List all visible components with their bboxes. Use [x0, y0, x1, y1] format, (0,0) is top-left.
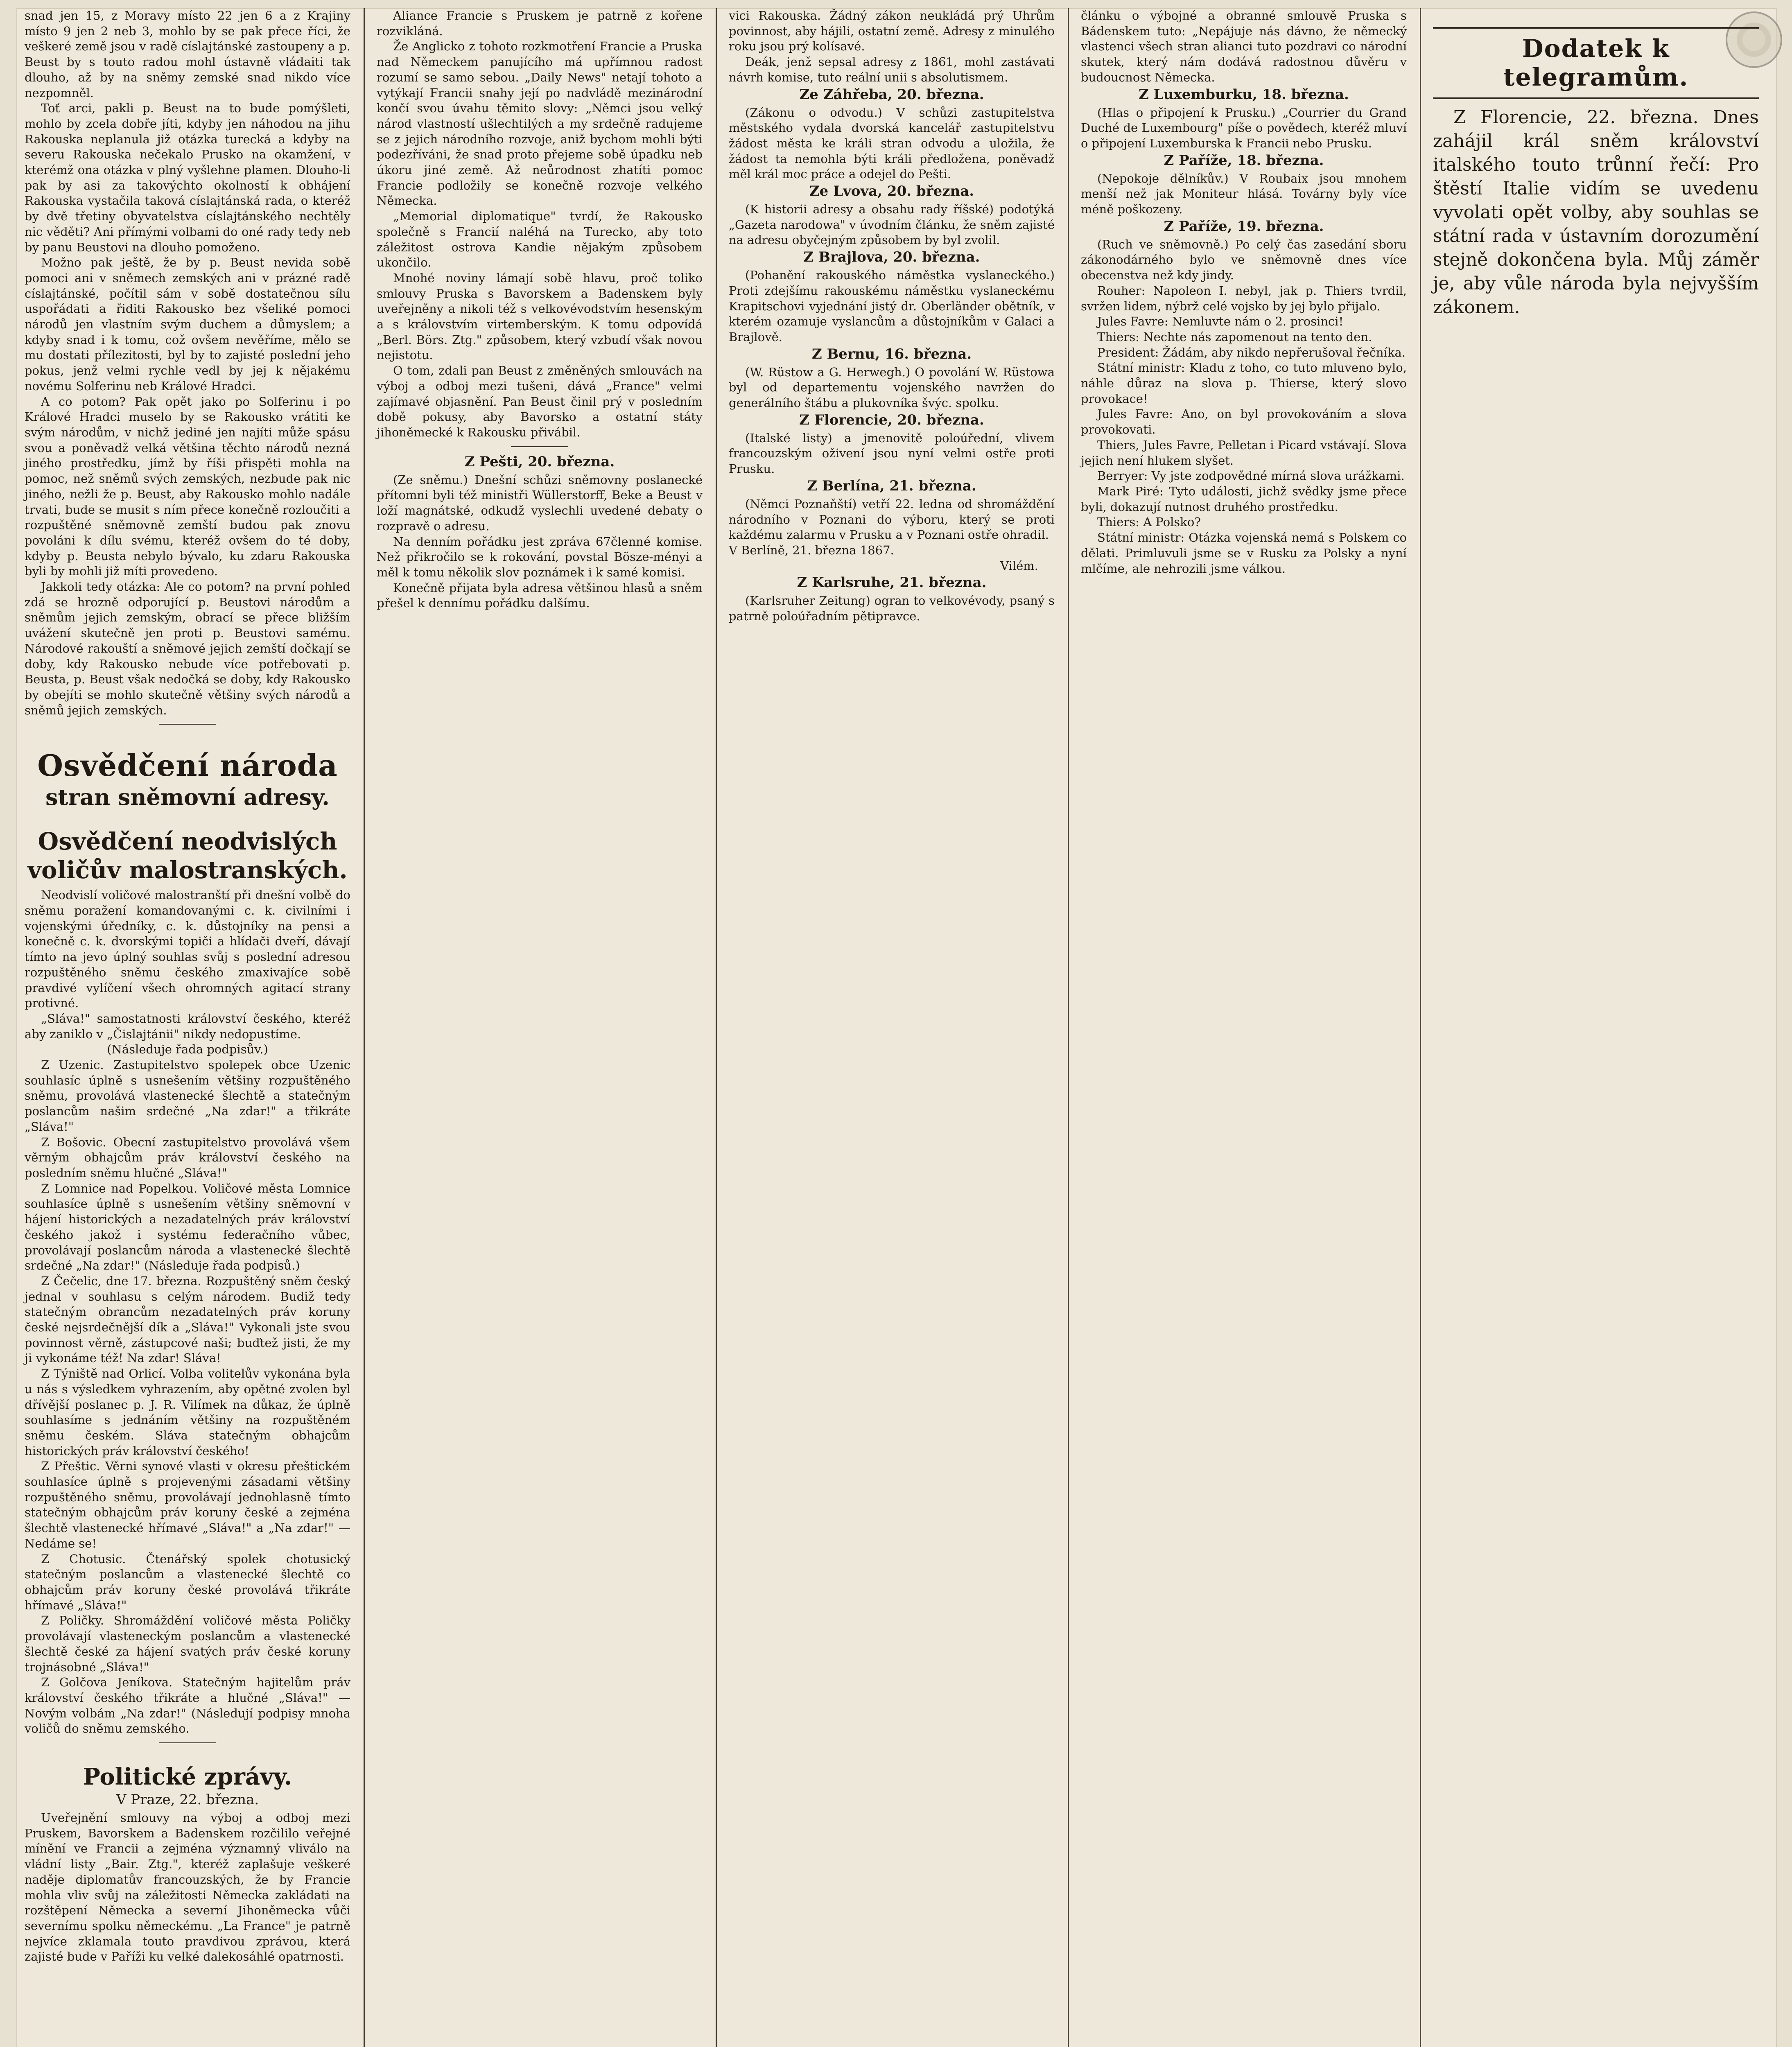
- article-paragraph: Konečně přijata byla adresa většinou hlasů a sněm přešel k dennímu pořádku dalšímu.: [377, 581, 703, 610]
- dateline: Z Karlsruhe, 21. března.: [797, 574, 987, 591]
- separator-rule: [159, 1742, 216, 1743]
- article-paragraph: O tom, zdali pan Beust z změněných smlouvách na výboj a odboj mezi tušeni, dává „France" velmi zajímavé objasnění. Pan Beust činil prý v posledním době pokusy, aby Bavorsko a ostatní státy jihoněmecké k Rakousku přivábil.: [377, 364, 703, 439]
- separator-rule: [511, 446, 568, 447]
- article-paragraph: Z Chotusic. Čtenářský spolek chotusický statečným poslancům a vlastenecké šlechtě co obhajcům práv koruny české provolává třikráte hřímavé „Sláva!": [25, 1552, 350, 1612]
- speech-paragraph: Státní ministr: Otázka vojenská nemá s Polskem co dělati. Primluvuli jsme se v Rusku za Polsky a nyní mlčíme, ale nehrozili jsme válkou.: [1081, 531, 1407, 576]
- speech-paragraph: Jules Favre: Ano, on byl provokováním a slova provokovati.: [1081, 407, 1407, 437]
- telegram-paragraph: Z Florencie, 22. března. Dnes zahájil král sněm království italského touto trůnní řečí: Pro štěstí Italie vidím se uvedenu vyvolati opět volby, aby souhlas se státní rada v ústavním dorozumění stejně dokončena byla. Můj záměr je, aby vůle národa byla nejvyšším zákonem.: [1433, 107, 1759, 318]
- speech-paragraph: Rouher: Napoleon I. nebyl, jak p. Thiers tvrdil, svržen lidem, nýbrž celé vojsko by jej bylo přijalo.: [1081, 283, 1407, 313]
- article-paragraph: (Zákonu o odvodu.) V schůzi zastupitelstva městského vydala dvorská kancelář zastupitelstvu žádost města ke králi stran odvodu a uložila, že žádost ta nemohla býti králi předložena, poněvadž měl král moc práce a odejel do Pešti.: [729, 105, 1055, 181]
- article-paragraph: Z Čečelic, dne 17. března. Rozpuštěný sněm český jednal v souhlasu s celým národem. Budiž tedy statečným obrancům nezadatelných práv koruny české nejsrdečnější dík a „Sláva!" Vykonali jste svou povinnost věrně, zástupcové naši; buďtež jisti, že my ji vykonáme též! Na zdar! Sláva!: [25, 1274, 350, 1365]
- article-paragraph: A co potom? Pak opět jako po Solferinu i po Králové Hradci muselo by se Rakousko vrátiti ke svým národům, v nichž jediné jen najíti může spásu svou a poněvadž velká většina těchto národů nezná jiného prostředku, jímž by říši přispěti mohla na pomoc, než sněmů svých zemských, nezbude pak nic jiného, nežli že p. Beust, aby Rakousko mohlo nadále trvati, bude se musit s ním přece konečně rozloučiti a rozpuštěné sněmovně zemští budou pak znovu povoláni k dílu svému, kteréž ovšem do té doby, kdyby p. Beusta nebylo bývalo, ku zdaru Rakouska byli by mohli již míti provedeno.: [25, 394, 350, 578]
- article-paragraph: (Ruch ve sněmovně.) Po celý čas zasedání sboru zákonodárného bylo ve sněmovně dnes více obecenstva než kdy jindy.: [1081, 237, 1407, 282]
- article-paragraph: (Hlas o připojení k Prusku.) „Courrier du Grand Duché de Luxembourg" píše o povědech, kteréž mluví o připojení Luxemburska k Francii nebo Prusku.: [1081, 105, 1407, 150]
- dateline: Z Paříže, 18. března.: [1164, 152, 1324, 169]
- column-rule: [1068, 8, 1069, 2047]
- article-paragraph: Neodvislí voličové malostranští při dnešní volbě do sněmu poražení komandovanými c. k. civilními i vojenskými úředníky, c. k. důstojníky na pensi a konečně c. k. dvorskými topiči a hlídači dveří, dávají tímto na jevo úplný souhlas svůj s poslední adresou rozpuštěného sněmu českého zmaxivajíce sobě pravdivé vylíčení všech ohromných agitací strany protivné.: [25, 888, 350, 1010]
- article-paragraph: Aliance Francie s Pruskem je patrně z kořene rozvikláná.: [377, 9, 703, 38]
- article-paragraph: (Ze sněmu.) Dnešní schůzi sněmovny poslanecké přítomni byli též ministři Wüllerstorff, Beke a Beust v loží magnátské, odkudž vyslechli uvedené debaty o rozpravě o adresu.: [377, 472, 703, 533]
- speech-paragraph: Jules Favre: Nemluvte nám o 2. prosinci!: [1097, 314, 1344, 329]
- telegram-supplement-heading: Dodatek k telegramům.: [1433, 27, 1759, 99]
- dateline: Ze Lvova, 20. března.: [809, 183, 974, 200]
- article-paragraph: (Nepokoje dělníkův.) V Roubaix jsou mnohem menší než jak Moniteur hlásá. Továrny byly více méně poškozeny.: [1081, 171, 1407, 217]
- article-paragraph: (Pohanění rakouského náměstka vyslaneckého.) Proti zdejšímu rakouskému náměstku vyslaneckému Krapitschovi vyjednání jistý dr. Oberländer obětník, v kterém ozamuje vyslancům a důstojníkům v Galaci a Brajlově.: [729, 268, 1055, 344]
- speech-paragraph: Thiers: A Polsko?: [1097, 515, 1201, 529]
- article-paragraph: (Italské listy) a jmenovitě poloúřední, vlivem francouzským oživení jsou nyní velmi ostře proti Prusku.: [729, 431, 1055, 476]
- article-paragraph: (Němci Poznaňští) vetří 22. ledna od shromáždění národního v Poznani do výboru, který se proti každému zalarmu v Prusku a v Poznani ostře ohradil.: [729, 497, 1055, 542]
- column-5: [1425, 8, 1767, 2047]
- dateline: Z Bernu, 16. března.: [811, 346, 972, 362]
- dateline: Ze Záhřeba, 20. března.: [799, 86, 984, 103]
- article-paragraph: (W. Rüstow a G. Herwegh.) O povolání W. Rüstowa byl od departementu vojenského navržen do generálního štábu a plukovníka švýc. spolku.: [729, 365, 1055, 410]
- article-paragraph: Na denním pořádku jest zpráva 67členné komise. Než přikročilo se k rokování, povstal Bösze-ményi a měl k tomu několik slov poznámek i k samé komisi.: [377, 534, 703, 579]
- dateline: Z Florencie, 20. března.: [799, 411, 984, 428]
- article-paragraph: Deák, jenž sepsal adresy z 1861, mohl zastávati návrh komise, tuto reální unii s absolutismem.: [729, 55, 1055, 84]
- signature-place: V Berlíně, 21. března 1867.: [729, 543, 894, 557]
- dateline: Z Paříže, 19. března.: [1164, 218, 1324, 235]
- dateline: Z Berlína, 21. března.: [807, 477, 976, 494]
- newspaper-page: [16, 8, 1777, 2047]
- article-paragraph: Možno pak ještě, že by p. Beust nevida sobě pomoci ani v sněmech zemských ani v prázné radě císlajtánské, počítil sám v sobě dostatečnou sílu uspořádati a řiditi Rakousko bez všeliké pomoci národů jen vlastním svým duchem a důmyslem; a kdyby snad i k tomu, což ovšem nevěříme, mělo se mu dostati přílezitosti, byl by to zajisté poslední jeho pokus, jenž velmi rychle vedl by jej k nějakému novému Solferinu neb Králové Hradci.: [25, 255, 350, 393]
- signature-note: (Následuje řada podpisův.): [107, 1042, 268, 1057]
- speech-paragraph: President: Žádám, aby nikdo nepřerušoval řečníka.: [1097, 345, 1406, 359]
- dateline: Z Luxemburku, 18. března.: [1139, 86, 1349, 103]
- article-paragraph: Z Týniště nad Orlicí. Volba volitelův vykonána byla u nás s výsledkem vyhrazením, aby opětné zvolen byl dřívější poslanec p. J. R. Vilímek na důkaz, že úplně souhlasíme s jednáním většiny na rozpuštěném sněmu českém. Sláva statečným obhajcům historických práv království českého!: [25, 1367, 350, 1458]
- article-paragraph: vici Rakouska. Žádný zákon neukládá prý Uhrům povinnost, aby hájili, ostatní země. Adresy z minulého roku jsou prý kolísavé.: [729, 9, 1055, 54]
- article-paragraph: Z Poličky. Shromáždění voličové města Poličky provolávají vlasteneckým poslancům a vlastenecké šlechtě české za hájení svatých práv české koruny trojnásobné „Sláva!": [25, 1613, 350, 1674]
- section-heading: Politické zprávy.: [83, 1763, 292, 1791]
- column-rule: [364, 8, 365, 2047]
- dateline: Z Pešti, 20. března.: [464, 453, 615, 470]
- signature-name: Vilém.: [1000, 558, 1038, 573]
- article-paragraph: Mnohé noviny lámají sobě hlavu, proč toliko smlouvy Pruska s Bavorskem a Badenskem byly uveřejněny a nikoli též s velkovévodstvím hesenským a s královstvím virtemberským. K tomu odpovídá „Berl. Börs. Ztg." způsobem, který vzbudí však novou nejistotu.: [377, 271, 703, 362]
- article-paragraph: Že Anglicko z tohoto rozkmotření Francie a Pruska nad Německem panujícího má upřímnou radost rozumí se samo sebou. „Daily News" netají tohoto a vytýkají Francii snahy její po nadvládě mezinárodní končí svou úvahu těmito slovy: „Němci jsou velký národ vlastností ušlechtilých a my srdečně radujeme se z jejich národního rozvoje, aniž bychom mohli býti podezříváni, že snad proto přejeme sobě úpadku neb úkoru jiné země. Až neůrodnost zhatíti pomoc Francie podložily se konečně rozvoje velkého Německa.: [377, 39, 703, 208]
- article-paragraph: Uveřejnění smlouvy na výboj a odboj mezi Pruskem, Bavorskem a Badenskem rozčililo veřejné mínění ve Francii a zejména významný vliválo na vládní listy „Bair. Ztg.", kteréž zaplašuje veškeré naděje diplomatův francouzských, že by Francie mohla vliv svůj na záležitosti Německa zakládati na rozštěpení Německa a severní Jihoněmecka vůči severnímu spolku německému. „La France" je patrně nejvíce zklamala touto pravdivou zprávou, která zajisté bude v Paříži ku velké dalekosáhlé opatrnosti.: [25, 1811, 350, 1964]
- column-4: [1073, 8, 1415, 2047]
- section-subheading: stran sněmovní adresy.: [45, 784, 330, 811]
- article-paragraph: Z Lomnice nad Popelkou. Voličové města Lomnice souhlasíce úplně s usnešením většiny sněmovní v hájení historických a nezadatelných práv království českého jakož i systému federačního vůbec, provolávají poslancům národa a vlastenecké šlechtě srdečné „Na zdar!" (Následuje řada podpisů.): [25, 1181, 350, 1273]
- article-paragraph: (K historii adresy a obsahu rady říšské) podotýká „Gazeta narodowa" v úvodním článku, že sněm zajisté na adresu obyčejným způsobem by byl zvolil.: [729, 202, 1055, 247]
- article-paragraph: Jakkoli tedy otázka: Ale co potom? na první pohled zdá se hrozně odporující p. Beustovi národům a sněmům jejich zemským, obrací se přece bližším uvážení skutečně jen proti p. Beustovi samému. Národové rakouští a sněmové jejich zemští dočkají se doby, kdy Rakousko nebude více potřebovati p. Beusta, p. Beust však nedočká se doby, kdy Rakousko by obejíti se mohlo skutečně většiny svých národů a sněmů jejich zemských.: [25, 580, 350, 717]
- column-rule: [1420, 8, 1421, 2047]
- speech-paragraph: Mark Piré: Tyto události, jichž svědky jsme přece byli, dokazují nutnost druhého prostředku.: [1081, 484, 1407, 514]
- article-paragraph: (Karlsruher Zeitung) ogran to velkovévody, psaný s patrně poloúřadním pětipravce.: [729, 594, 1055, 624]
- article-paragraph: Z Uzenic. Zastupitelstvo spolepek obce Uzenic souhlasíc úplně s usnešením většiny rozpuštěného sněmu, provolává vlastenecké šlechtě a statečným poslancům našim srdečné „Na zdar!" a třikráte „Sláva!": [25, 1058, 350, 1134]
- article-paragraph: „Sláva!" samostatnosti království českého, kteréž aby zaniklo v „Čislajtánii" nikdy nedopustíme.: [25, 1011, 350, 1041]
- article-paragraph: článku o výbojné a obranné smlouvě Pruska s Bádenskem tuto: „Nepájuje nás dávno, že německý vlastenci všech stran alianci tuto pozdravi co národní skutek, který nám dodává radostnou důvěru v budoucnost Německa.: [1081, 9, 1407, 84]
- dateline: V Praze, 22. března.: [116, 1792, 259, 1808]
- article-paragraph: Z Přeštic. Věrni synové vlasti v okresu přeštickém souhlasíce úplně s projevenými zásadami většiny rozpuštěného sněmu, provolávají jednohlasně tímto statečným obhajcům práv koruny české a zejména šlechtě vlastenecké hřímavé „Sláva!" a „Na zdar!" — Nedáme se!: [25, 1459, 350, 1550]
- article-paragraph: snad jen 15, z Moravy místo 22 jen 6 a z Krajiny místo 9 jen 2 neb 3, mohlo by se pak přece říci, že veškeré země jsou v radě císlajtánské zastoupeny a p. Beust by s touto radou mohl ústavně vládaiti tak dlouho, až by na sněmy zemské snad nikdo více nezpomněl.: [25, 9, 350, 100]
- article-paragraph: Z Golčova Jeníkova. Statečným hajitelům práv království českého třikráte a hlučné „Sláva!" — Novým volbám „Na zdar!" (Následují podpisy mnoha voličů do sněmu zemského.: [25, 1675, 350, 1736]
- speech-paragraph: Thiers, Jules Favre, Pelletan i Picard vstávají. Slova jejich není hlukem slyšet.: [1081, 438, 1407, 468]
- column-1: [16, 8, 359, 2047]
- dateline: Z Brajlova, 20. března.: [803, 249, 980, 266]
- article-heading: Osvědčení neodvislých voličův malostranských.: [27, 827, 348, 884]
- column-3: [721, 8, 1063, 2047]
- column-rule: [716, 8, 717, 2047]
- article-paragraph: Toť arci, pakli p. Beust na to bude pomýšleti, mohlo by zcela dobře jíti, kdyby jen náhodou na jihu Rakouska neplanula již otázka turecká a kdyby na severu Rakouska nečekalo Prusko na okamžení, v kterémž ona otázka v plný vyšlehne plamen. Dlouho-li pak by asi za takovýchto okolností k obhájení Rakouska vystačila taková císlajtánská rada, o kteréž by dvě třetiny obyvatelstva císlajtánského nechtěly nic věděti? Ani přímými volbami do oné rady tedy neb by panu Beustovi na dlouho pomoženo.: [25, 101, 350, 254]
- speech-paragraph: Thiers: Nechte nás zapomenout na tento den.: [1097, 330, 1372, 344]
- column-2: [368, 8, 711, 2047]
- section-heading: Osvědčení národa: [37, 748, 338, 783]
- speech-paragraph: Berryer: Vy jste zodpovědné mírná slova urážkami.: [1097, 469, 1405, 483]
- speech-paragraph: Státní ministr: Kladu z toho, co tuto mluveno bylo, náhle důraz na slova p. Thierse, který slovo provokace!: [1081, 361, 1407, 406]
- separator-rule: [159, 724, 216, 725]
- article-paragraph: Z Bošovic. Obecní zastupitelstvo provolává všem věrným obhajcům práv království českého na posledním sněmu hlučné „Sláva!": [25, 1135, 350, 1180]
- article-paragraph: „Memorial diplomatique" tvrdí, že Rakousko společně s Francií naléhá na Turecko, aby toto záležitost ostrova Kandie nějakým způsobem ukončilo.: [377, 209, 703, 270]
